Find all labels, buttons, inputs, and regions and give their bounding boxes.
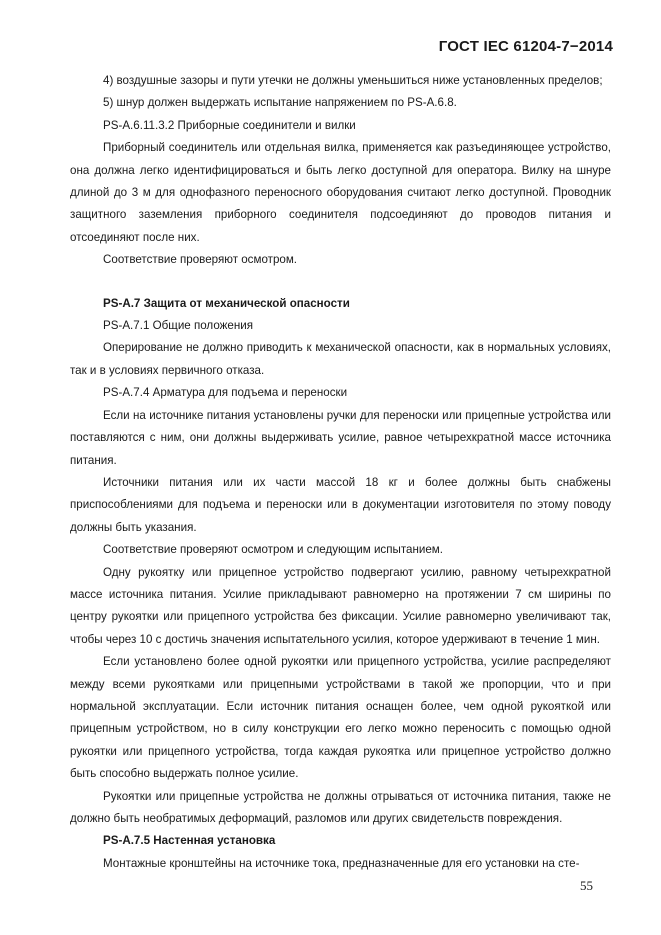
paragraph: Источники питания или их части массой 18 кг и более должны быть снабжены приспособлениями для подъема и переноски или в документации изготовителя по этому поводу должны быть указания. bbox=[70, 475, 611, 534]
paragraph: Монтажные кронштейны на источнике тока, предназначенные для его установки на сте- bbox=[103, 856, 580, 870]
paragraph: Рукоятки или прицепные устройства не должны отрываться от источника питания, также не должно быть необратимых деформаций, разломов или других свидетельств повреждения. bbox=[70, 789, 611, 825]
section-heading: PS-A.7 Защита от механической опасности bbox=[103, 296, 350, 310]
paragraph: Соответствие проверяют осмотром. bbox=[103, 253, 298, 267]
document-header: ГОСТ IEC 61204-7−2014 bbox=[438, 38, 613, 55]
document-body bbox=[70, 70, 611, 875]
paragraph: Оперирование не должно приводить к механической опасности, как в нормальных условиях, так и в условиях первичного отказа. bbox=[70, 341, 611, 377]
subsection-heading: PS-A.7.4 Арматура для подъема и переноски bbox=[103, 386, 348, 400]
paragraph: Одну рукоятку или прицепное устройство подвергают усилию, равному четырехкратной массе источника питания. Усилие прикладывают равномерно на протяжении 7 см ширины по центру рукоятки или прицепного устройства без фиксации. Усилие равномерно увеличивают так, чтобы через 10 с достичь значения испытательного усилия, которое удерживают в течение 1 мин. bbox=[70, 565, 611, 646]
paragraph: Соответствие проверяют осмотром и следующим испытанием. bbox=[103, 543, 443, 557]
paragraph: Если установлено более одной рукоятки или прицепного устройства, усилие распределяют между всеми рукоятками или прицепными устройствами в такой же пропорции, что и при нормальной эксплуатации. Если источник питания оснащен более, чем одной рукояткой или прицепным устройством, но в силу конструкции его легко можно переносить с помощью одной рукоятки или прицепного устройства, тогда каждая рукоятка или прицепное устройство должно быть способно выдержать полное усилие. bbox=[70, 655, 611, 781]
paragraph-list-item-4: 4) воздушные зазоры и пути утечки не должны уменьшиться ниже установленных пределов; bbox=[103, 74, 603, 87]
subsection-heading: PS-A.7.5 Настенная установка bbox=[103, 834, 276, 848]
subsection-heading: PS-A.7.1 Общие положения bbox=[103, 319, 254, 333]
subsection-heading: PS-A.6.11.3.2 Приборные соединители и вилки bbox=[103, 118, 356, 132]
paragraph-list-item-5: 5) шнур должен выдержать испытание напряжением по PS-A.6.8. bbox=[103, 96, 457, 110]
page-number: 55 bbox=[580, 878, 593, 893]
paragraph: Если на источнике питания установлены ручки для переноски или прицепные устройства или поставляются с ним, они должны выдерживать усилие, равное четырехкратной массе источника питания. bbox=[70, 408, 611, 467]
paragraph: Приборный соединитель или отдельная вилка, применяется как разъединяющее устройство, она должна легко идентифицироваться и быть легко доступной для оператора. Вилку на шнуре длиной до 3 м для однофазного переносного оборудования считают легко доступной. Проводник защитного заземления приборного соединителя подсоединяют до проводов питания и отсоединяют после них. bbox=[70, 141, 611, 244]
